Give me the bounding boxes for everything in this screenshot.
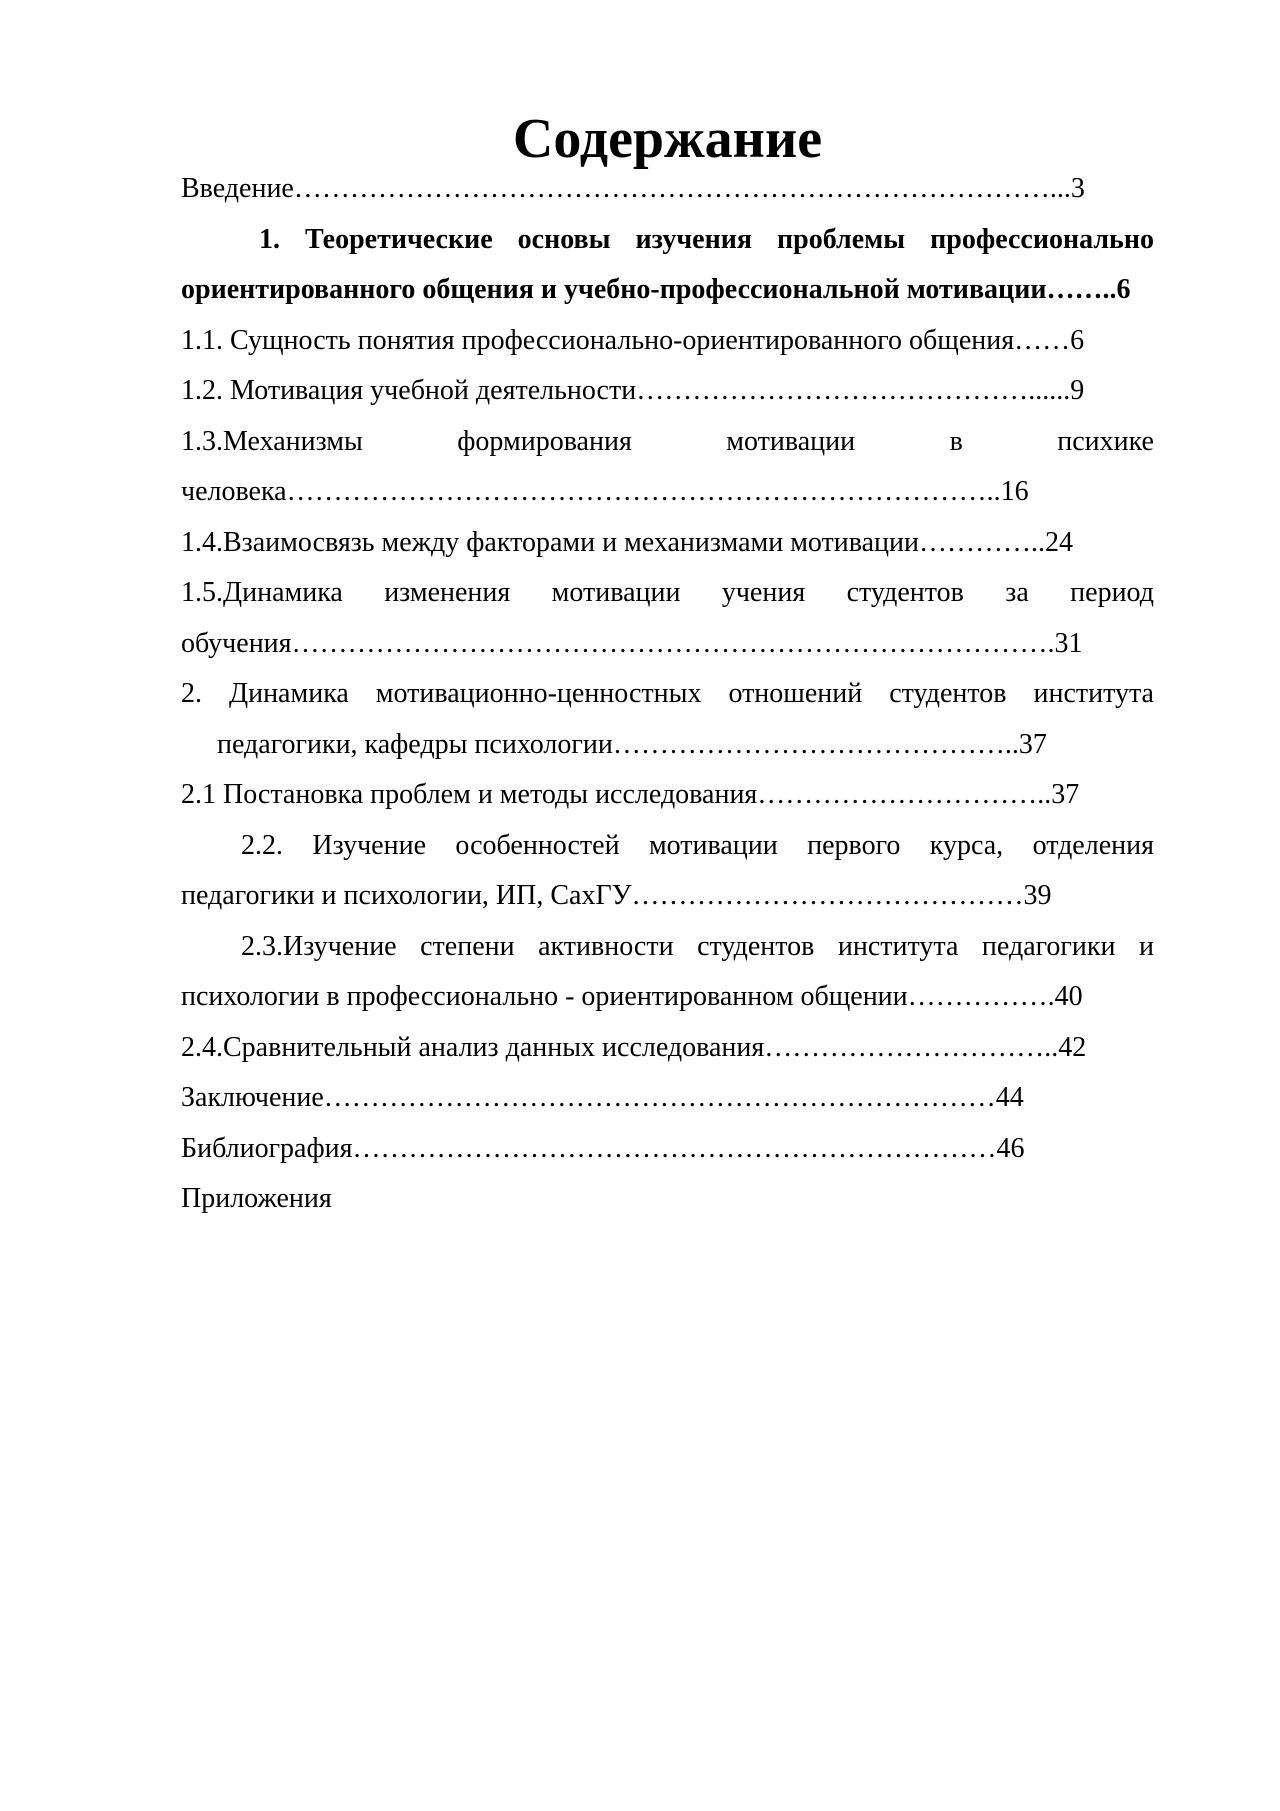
toc-entry-1-4: 1.4.Взаимосвязь между факторами и механизмами мотивации…………..24 [181, 526, 1074, 558]
toc-entry-conclusion: Заключение………………………………………………………………44 [181, 1082, 1024, 1113]
toc-entry-chapter-1: 1. Теоретические основы изучения проблемы профессионально ориентированного общения и учебно-профессиональной мотивации……..6 [181, 223, 1154, 305]
toc-entry-1-3: 1.3.Механизмы формирования мотивации в психике человека…………………………………………………………………..16 [181, 425, 1154, 507]
toc-entry-appendices: Приложения [181, 1183, 332, 1214]
toc-entry-chapter-2: 2. Динамика мотивационно-ценностных отношений студентов института педагогики, кафедры психологии……………………………………..37 [181, 678, 1154, 760]
toc-entry-2-1: 2.1 Постановка проблем и методы исследования…………………………..37 [181, 779, 1080, 810]
toc-entry-2-4: 2.4.Сравнительный анализ данных исследования…………………………..42 [181, 1031, 1087, 1063]
toc-entry-1-2: 1.2. Мотивация учебной деятельности……………………………………......9 [181, 375, 1085, 406]
toc-entry-bibliography: Библиография……………………………………………………………46 [181, 1132, 1025, 1164]
toc-entry-2-2: 2.2. Изучение особенностей мотивации первого курса, отделения педагогики и психологии, ИП, СахГУ……………………………………39 [181, 829, 1154, 911]
toc-entry-introduction: Введение………………………………………………………………………...3 [181, 173, 1085, 204]
toc-entry-1-5: 1.5.Динамика изменения мотивации учения студентов за период обучения……………………………………………………………………….31 [181, 577, 1154, 659]
page-title: Содержание [512, 108, 823, 170]
toc-entry-2-3: 2.3.Изучение степени активности студентов института педагогики и психологии в профессионально - ориентированном общении…………….40 [181, 930, 1154, 1012]
table-of-contents [181, 108, 1154, 1225]
toc-entry-1-1: 1.1. Сущность понятия профессионально-ориентированного общения……6 [181, 324, 1085, 356]
